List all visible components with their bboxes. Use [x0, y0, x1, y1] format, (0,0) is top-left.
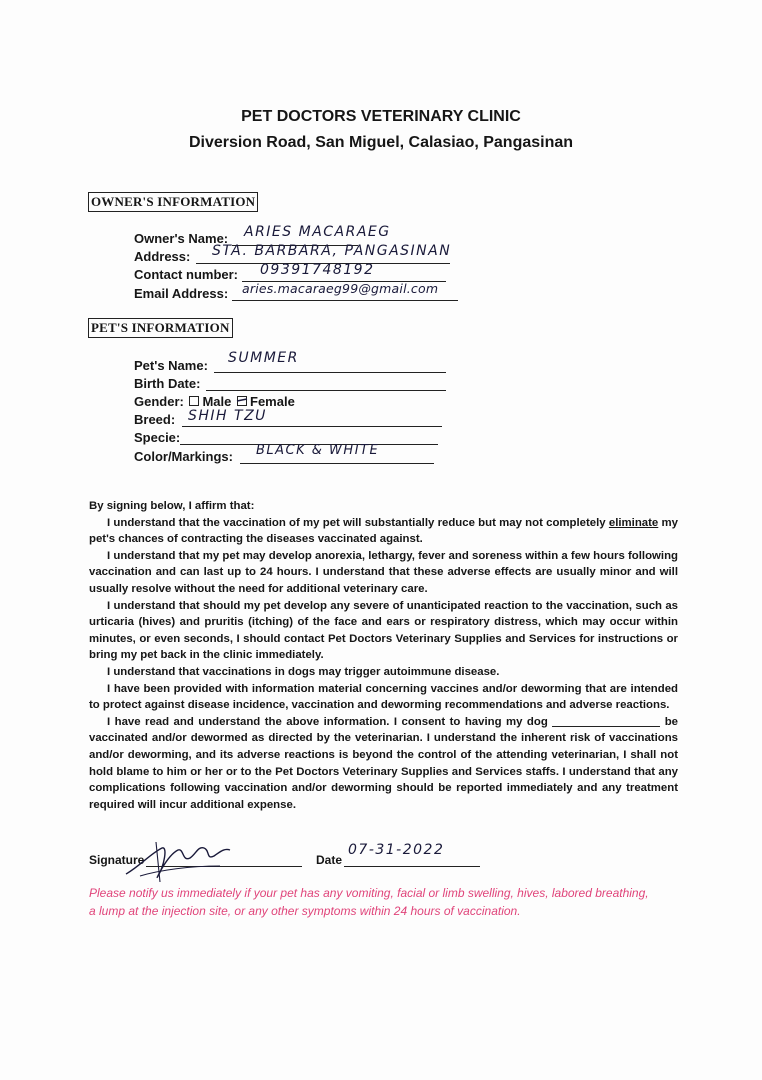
breed-value[interactable]: SHIH TZU: [188, 408, 267, 424]
owner-email-line: [232, 300, 458, 301]
pet-name-label: Pet's Name:: [134, 358, 208, 373]
date-line: [344, 866, 480, 867]
owner-name-value[interactable]: ARIES MACARAEG: [244, 224, 391, 240]
color-line: [240, 463, 434, 464]
specie-label: Specie:: [134, 430, 181, 445]
check-mark-icon: [236, 395, 248, 405]
date-label: Date: [316, 853, 343, 867]
birth-date-line: [206, 390, 446, 391]
consent-paragraph-4: I understand that vaccinations in dogs may trigger autoimmune disease.: [107, 665, 500, 678]
gender-female-label: Female: [250, 394, 295, 409]
color-value[interactable]: BLACK & WHITE: [256, 443, 380, 458]
consent-paragraph-6: [89, 714, 678, 814]
consent-p6-b: be vaccinated and/or dewormed as directed by the veterinarian. I understand the inherent risk of vaccinations and/or deworming, and its adverse reactions is beyond the control of the attending veterinarian, I shall not hold blame to him or her or to the Pet Doctors Veterinary Supplies and Services staffs. I understand that any complications following vaccination and/or deworming should be reported immediately and any treatment required will incur additional expense.: [89, 715, 678, 811]
color-label: Color/Markings:: [134, 449, 233, 464]
owner-email-value[interactable]: aries.macaraeg99@gmail.com: [242, 281, 439, 296]
owner-name-label: Owner's Name:: [134, 231, 229, 246]
pet-section-heading: PET'S INFORMATION: [88, 318, 233, 338]
consent-paragraph-5: I have been provided with information material concerning vaccines and/or deworming that are intended to protect against disease incidence, vaccination and deworming recommendations and adverse reactions.: [89, 682, 678, 712]
gender-male-label: Male: [202, 394, 232, 409]
clinic-address: Diversion Road, San Miguel, Calasiao, Pangasinan: [188, 134, 574, 151]
consent-text: [89, 498, 678, 813]
breed-label: Breed:: [134, 412, 176, 427]
birth-date-label: Birth Date:: [134, 376, 201, 391]
gender-label: Gender:: [134, 394, 184, 409]
female-checkbox[interactable]: [237, 396, 247, 406]
signature-scribble[interactable]: [120, 836, 240, 886]
pet-name-value[interactable]: SUMMER: [228, 350, 299, 366]
dog-name-blank[interactable]: [552, 716, 660, 727]
consent-p1-a: I understand that the vaccination of my pet will substantially reduce but may not completely: [107, 516, 609, 529]
breed-line: [182, 426, 442, 427]
consent-p6-a: I have read and understand the above information. I consent to having my dog: [107, 715, 553, 728]
consent-p1-b: my pet's chances of contracting the diseases vaccinated against.: [89, 516, 678, 546]
consent-intro: By signing below, I affirm that:: [89, 500, 255, 512]
consent-paragraph-2: I understand that my pet may develop anorexia, lethargy, fever and soreness within a few hours following vaccination and can last up to 24 hours. I understand that these adverse effects are usually minor and will usually resolve without the need for additional veterinary care.: [89, 549, 678, 595]
owner-address-label: Address:: [134, 249, 191, 264]
consent-paragraph-1: [89, 515, 678, 548]
owner-section-heading: OWNER'S INFORMATION: [88, 192, 258, 212]
clinic-name: PET DOCTORS VETERINARY CLINIC: [241, 108, 521, 125]
owner-address-value[interactable]: STA. BARBARA, PANGASINAN: [212, 243, 452, 259]
owner-contact-label: Contact number:: [134, 267, 238, 282]
gender-row: [134, 394, 295, 409]
signature-label: Signature: [89, 853, 145, 867]
owner-email-label: Email Address:: [134, 286, 229, 301]
male-checkbox[interactable]: [189, 396, 199, 406]
owner-contact-value[interactable]: 09391748192: [260, 262, 375, 278]
consent-paragraph-3: I understand that should my pet develop any severe of unanticipated reaction to the vaccination, such as urticaria (hives) and pruritis (itching) of the face and ears or respiratory distress, which may occur within minutes, or even seconds, I should contact Pet Doctors Veterinary Supplies and Services for instructions or bring my pet back in the clinic immediately.: [89, 599, 678, 662]
consent-p1-underlined: eliminate: [608, 516, 659, 529]
date-value[interactable]: 07-31-2022: [348, 842, 445, 858]
pet-name-line: [214, 372, 446, 373]
aftercare-warning: Please notify us immediately if your pet has any vomiting, facial or limb swelling, hives, labored breathing, a lump at the injection site, or any other symptoms within 24 hours of vaccination.: [89, 886, 649, 918]
